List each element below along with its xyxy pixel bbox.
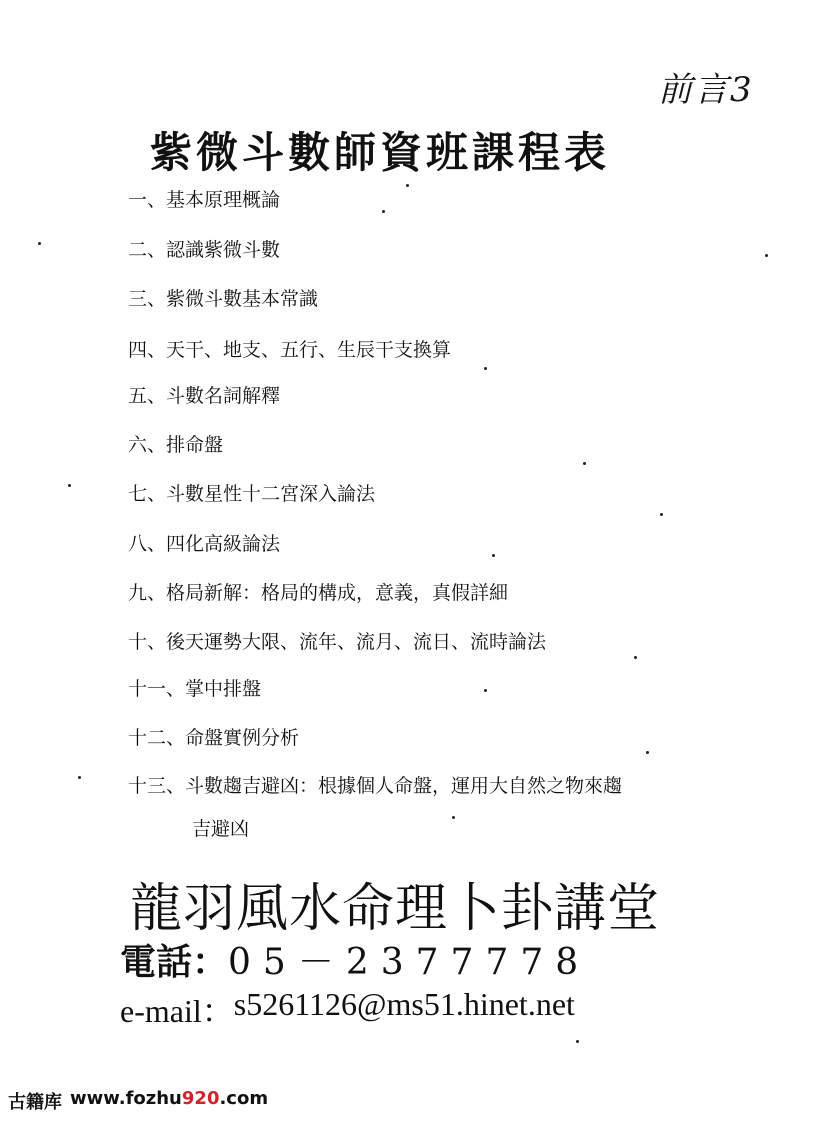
watermark-site-name: 古籍库 bbox=[8, 1092, 62, 1113]
course-item bbox=[128, 724, 299, 752]
studio-name: 龍羽風水命理卜卦講堂 bbox=[130, 879, 661, 939]
scan-speck bbox=[646, 751, 649, 754]
course-number: 十一、 bbox=[128, 678, 186, 700]
course-title: 基本原理概論 bbox=[166, 189, 281, 211]
scan-speck bbox=[576, 1040, 579, 1043]
course-number: 四、 bbox=[128, 339, 167, 361]
course-title: 天干、地支、五行、生辰干支換算 bbox=[166, 339, 452, 361]
phone-line bbox=[120, 934, 590, 985]
phone-label: 電話： bbox=[120, 941, 229, 983]
course-item bbox=[128, 480, 375, 508]
course-title: 斗數星性十二宮深入論法 bbox=[166, 483, 376, 505]
scan-speck bbox=[484, 367, 487, 370]
course-title: 格局新解：格局的構成，意義，真假詳細 bbox=[166, 582, 509, 604]
course-item bbox=[128, 530, 280, 558]
phone-number: 05－2377778 bbox=[228, 942, 591, 983]
course-number: 十三、 bbox=[128, 775, 186, 797]
page-title: 紫微斗數師資班課程表 bbox=[150, 128, 611, 177]
course-item bbox=[128, 336, 451, 364]
course-item bbox=[128, 431, 223, 459]
course-item bbox=[128, 382, 280, 410]
course-item bbox=[128, 772, 622, 800]
course-item bbox=[128, 236, 280, 264]
course-item bbox=[128, 628, 546, 656]
course-title: 命盤實例分析 bbox=[185, 727, 300, 749]
source-watermark bbox=[8, 1088, 268, 1114]
course-title: 排命盤 bbox=[166, 434, 224, 456]
course-number: 八、 bbox=[128, 533, 167, 555]
course-number: 七、 bbox=[128, 483, 167, 505]
course-number: 五、 bbox=[128, 385, 167, 407]
scan-speck bbox=[452, 816, 455, 819]
course-title: 斗數趨吉避凶：根據個人命盤，運用大自然之物來趨 bbox=[185, 775, 623, 797]
scan-speck bbox=[382, 210, 385, 213]
scan-speck bbox=[406, 184, 409, 187]
course-number: 十、 bbox=[128, 631, 167, 653]
course-item bbox=[128, 285, 318, 313]
scan-speck bbox=[38, 242, 41, 245]
course-number: 二、 bbox=[128, 239, 167, 261]
scan-speck bbox=[492, 554, 495, 557]
course-title: 紫微斗數基本常識 bbox=[166, 288, 319, 310]
course-item bbox=[128, 579, 508, 607]
course-number: 六、 bbox=[128, 434, 167, 456]
scan-speck bbox=[583, 462, 586, 465]
course-number: 三、 bbox=[128, 288, 167, 310]
handwritten-page-note: 前言3 bbox=[658, 70, 754, 110]
course-number: 一、 bbox=[128, 189, 167, 211]
course-item bbox=[128, 675, 261, 703]
course-item bbox=[128, 186, 280, 214]
scan-speck bbox=[68, 484, 71, 487]
course-title: 後天運勢大限、流年、流月、流日、流時論法 bbox=[166, 631, 547, 653]
scan-speck bbox=[765, 254, 768, 257]
email-line bbox=[120, 986, 575, 1032]
scan-speck bbox=[660, 513, 663, 516]
course-item-continuation: 吉避凶 bbox=[192, 818, 250, 840]
scan-speck bbox=[634, 656, 637, 659]
course-title: 認識紫微斗數 bbox=[166, 239, 281, 261]
scan-speck bbox=[484, 689, 487, 692]
scan-speck bbox=[78, 776, 81, 779]
course-title: 四化高級論法 bbox=[166, 533, 281, 555]
course-title: 掌中排盤 bbox=[185, 678, 262, 700]
course-number: 十二、 bbox=[128, 727, 186, 749]
email-label: e-mail： bbox=[120, 993, 234, 1029]
email-address: s5261126@ms51.hinet.net bbox=[233, 986, 575, 1022]
course-number: 九、 bbox=[128, 582, 167, 604]
course-title: 斗數名詞解釋 bbox=[166, 385, 281, 407]
watermark-url: www.fozhu920.com bbox=[70, 1088, 269, 1109]
